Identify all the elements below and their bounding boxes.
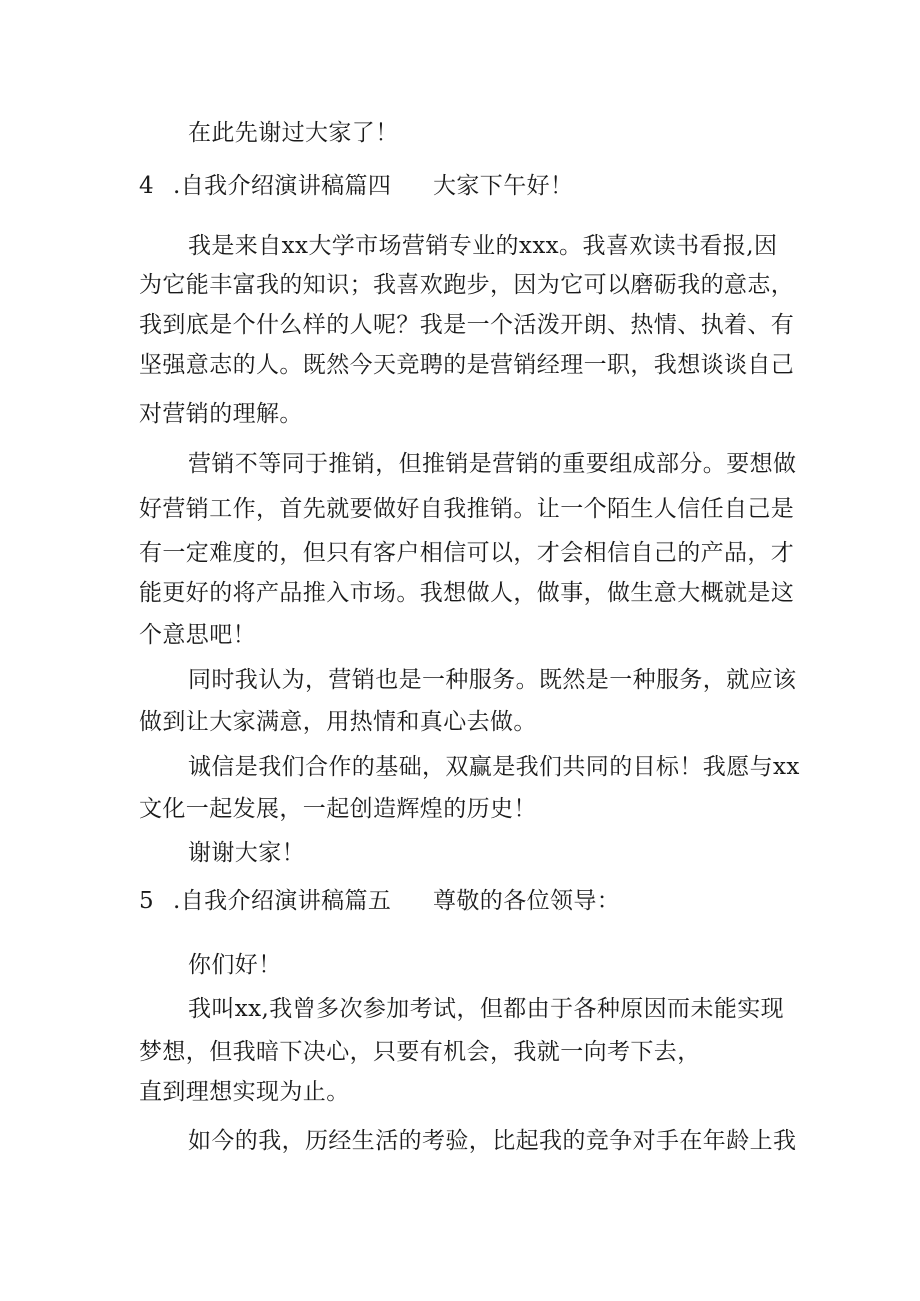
section-heading-5: [139, 886, 620, 916]
paragraph-line: 诚信是我们合作的基础，双赢是我们共同的目标！我愿与xx: [188, 754, 800, 780]
paragraph-line: 在此先谢过大家了！: [188, 120, 399, 146]
heading-title: .自我介绍演讲稿篇四: [173, 173, 392, 199]
heading-number: 5: [139, 888, 155, 914]
paragraph-line: 文化一起发展，一起创造辉煌的历史！: [139, 796, 537, 822]
heading-title: .自我介绍演讲稿篇五: [173, 888, 392, 914]
heading-greeting: 尊敬的各位领导：: [433, 888, 621, 914]
paragraph-line: 我是来自xx大学市场营销专业的xxx。我喜欢读书看报,因: [188, 233, 778, 259]
paragraph-line: 我到底是个什么样的人呢？我是一个活泼开朗、热情、执着、有: [139, 312, 795, 338]
paragraph-line: 如今的我，历经生活的考验，比起我的竞争对手在年龄上我: [188, 1128, 797, 1154]
heading-greeting: 大家下午好！: [433, 173, 574, 199]
paragraph-line: 做到让大家满意，用热情和真心去做。: [139, 709, 537, 735]
paragraph-line: 谢谢大家！: [188, 840, 305, 866]
paragraph-line: 好营销工作，首先就要做好自我推销。让一个陌生人信任自己是: [139, 496, 795, 522]
paragraph-line: 营销不等同于推销，但推销是营销的重要组成部分。要想做: [188, 451, 797, 477]
paragraph-line: 对营销的理解。: [139, 401, 303, 427]
paragraph-line: 你们好！: [188, 952, 282, 978]
paragraph-line: 同时我认为，营销也是一种服务。既然是一种服务，就应该: [188, 667, 797, 693]
paragraph-line: 梦想，但我暗下决心，只要有机会，我就一向考下去，: [139, 1039, 701, 1065]
paragraph-line: 坚强意志的人。既然今天竞聘的是营销经理一职，我想谈谈自己: [139, 352, 795, 378]
paragraph-line: 能更好的将产品推入市场。我想做人，做事，做生意大概就是这: [139, 580, 795, 606]
heading-number: 4: [139, 173, 155, 199]
section-heading-4: [139, 171, 573, 201]
paragraph-line: 有一定难度的，但只有客户相信可以，才会相信自己的产品，才: [139, 540, 795, 566]
paragraph-line: 个意思吧！: [139, 622, 256, 648]
paragraph-line: 为它能丰富我的知识；我喜欢跑步，因为它可以磨砺我的意志，: [139, 272, 795, 298]
paragraph-line: 我叫xx,我曾多次参加考试，但都由于各种原因而未能实现: [188, 996, 785, 1022]
paragraph-line: 直到理想实现为止。: [139, 1079, 350, 1105]
